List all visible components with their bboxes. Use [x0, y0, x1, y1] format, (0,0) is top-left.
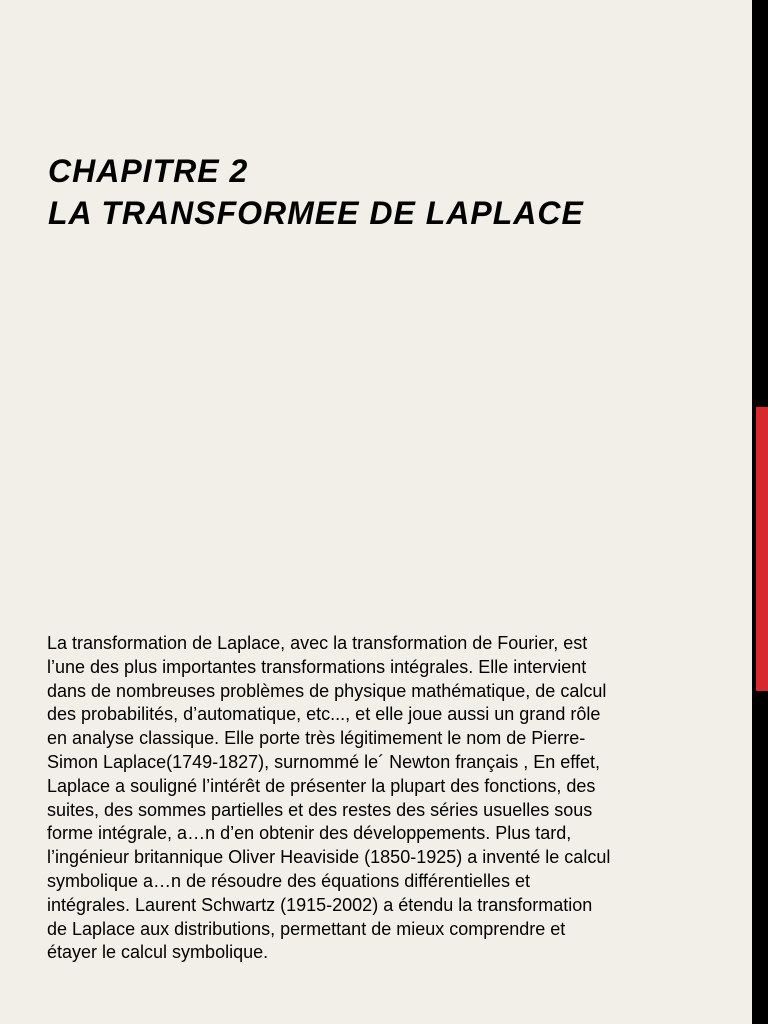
body-line: l’une des plus importantes transformations intégrales. Elle intervient [47, 656, 587, 677]
body-line: en analyse classique. Elle porte très légitimement le nom de Pierre- [47, 728, 586, 749]
body-line: des probabilités, d’automatique, etc..., et elle joue aussi un grand rôle [47, 704, 601, 725]
body-line: La transformation de Laplace, avec la transformation de Fourier, est [47, 633, 588, 653]
body-line: Laplace a souligné l’intérêt de présenter la plupart des fonctions, des [47, 775, 596, 796]
body-line: étayer le calcul symbolique. [47, 942, 269, 963]
right-side-accent-stripe [756, 407, 768, 691]
body-line: forme intégrale, a…n d’en obtenir des développements. Plus tard, [47, 823, 572, 844]
body-line: de Laplace aux distributions, permettant de mieux comprendre et [47, 918, 566, 939]
body-line: suites, des sommes partielles et des restes des séries usuelles sous [47, 799, 593, 820]
body-line: l’ingénieur britannique Oliver Heaviside (1850-1925) a inventé le calcul [47, 847, 611, 868]
body-line: symbolique a…n de résoudre des équations différentielles et [47, 870, 530, 891]
chapter-number: CHAPITRE 2 [48, 153, 249, 189]
body-line: intégrales. Laurent Schwartz (1915-2002) a étendu la transformation [47, 894, 593, 915]
chapter-heading: LA TRANSFORMEE DE LAPLACE [48, 195, 584, 231]
body-line: dans de nombreuses problèmes de physique mathématique, de calcul [47, 680, 607, 701]
body-paragraph [47, 632, 717, 965]
body-line: Simon Laplace(1749-1827), surnommé le´ Newton français , En effet, [47, 751, 600, 772]
chapter-title [48, 150, 738, 234]
